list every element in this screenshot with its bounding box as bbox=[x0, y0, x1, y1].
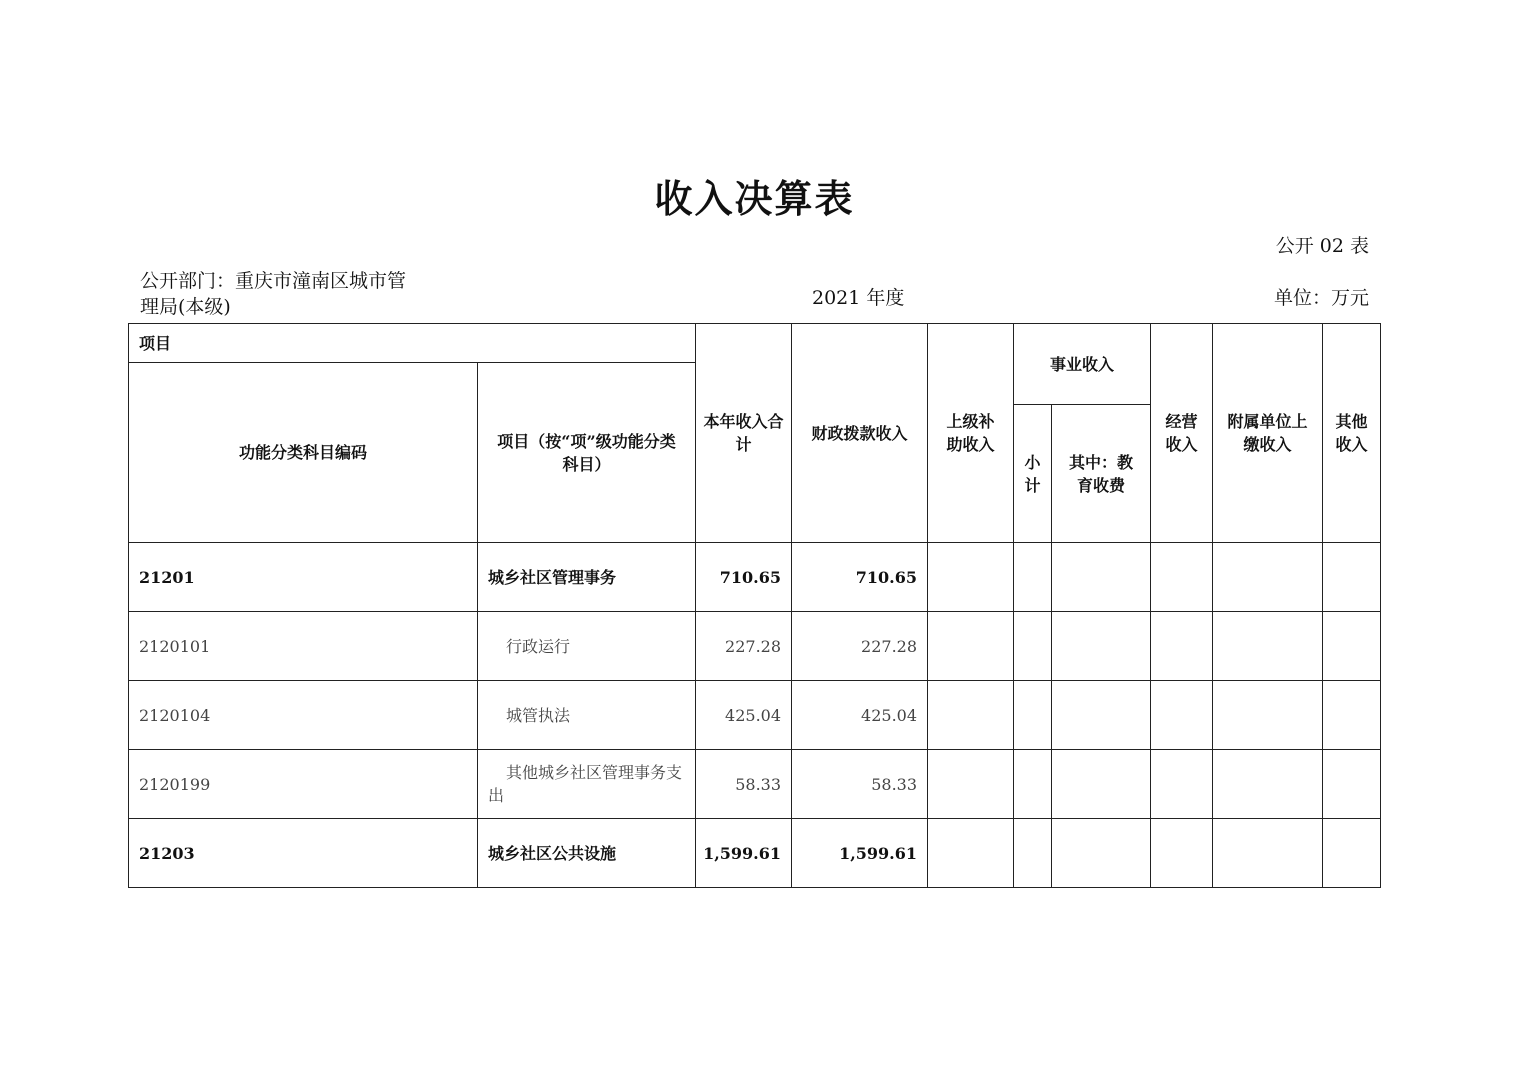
row-total: 1,599.61 bbox=[696, 819, 792, 888]
header-other: 其他收入 bbox=[1323, 324, 1381, 543]
row-total: 425.04 bbox=[696, 681, 792, 750]
row-cell-empty bbox=[928, 819, 1014, 888]
unit-label: 单位：万元 bbox=[1273, 287, 1369, 309]
row-name: 行政运行 bbox=[478, 612, 696, 681]
header-code: 功能分类科目编码 bbox=[129, 363, 478, 543]
row-cell-empty bbox=[1052, 750, 1151, 819]
row-fiscal: 1,599.61 bbox=[792, 819, 928, 888]
row-cell-empty bbox=[1213, 543, 1323, 612]
row-name: 城乡社区公共设施 bbox=[478, 819, 696, 888]
header-edu: 其中：教育收费 bbox=[1052, 405, 1151, 543]
header-superior: 上级补助收入 bbox=[928, 324, 1014, 543]
row-cell-empty bbox=[1052, 819, 1151, 888]
row-cell-empty bbox=[1014, 750, 1052, 819]
row-fiscal: 425.04 bbox=[792, 681, 928, 750]
row-cell-empty bbox=[1323, 543, 1381, 612]
row-fiscal: 58.33 bbox=[792, 750, 928, 819]
row-cell-empty bbox=[1151, 543, 1213, 612]
table-row bbox=[129, 681, 1381, 750]
table-row bbox=[129, 819, 1381, 888]
row-cell-empty bbox=[1213, 819, 1323, 888]
row-code: 2120199 bbox=[129, 750, 478, 819]
header-name: 项目（按“项”级功能分类科目） bbox=[478, 363, 696, 543]
row-cell-empty bbox=[1213, 681, 1323, 750]
row-cell-empty bbox=[928, 543, 1014, 612]
row-total: 58.33 bbox=[696, 750, 792, 819]
row-cell-empty bbox=[1151, 612, 1213, 681]
row-cell-empty bbox=[928, 612, 1014, 681]
row-code: 2120104 bbox=[129, 681, 478, 750]
header-operating: 经营收入 bbox=[1151, 324, 1213, 543]
row-total: 227.28 bbox=[696, 612, 792, 681]
header-total: 本年收入合计 bbox=[696, 324, 792, 543]
row-cell-empty bbox=[1052, 612, 1151, 681]
income-table bbox=[128, 323, 1381, 888]
row-cell-empty bbox=[1014, 681, 1052, 750]
row-cell-empty bbox=[1052, 543, 1151, 612]
row-cell-empty bbox=[1014, 612, 1052, 681]
row-fiscal: 227.28 bbox=[792, 612, 928, 681]
row-cell-empty bbox=[1213, 612, 1323, 681]
header-project: 项目 bbox=[129, 324, 696, 363]
row-cell-empty bbox=[1323, 750, 1381, 819]
row-code: 21203 bbox=[129, 819, 478, 888]
row-cell-empty bbox=[928, 681, 1014, 750]
department-label: 公开部门：重庆市潼南区城市管理局(本级) bbox=[140, 270, 407, 318]
table-row bbox=[129, 612, 1381, 681]
row-cell-empty bbox=[1213, 750, 1323, 819]
table-row bbox=[129, 750, 1381, 819]
header-business: 事业收入 bbox=[1014, 324, 1151, 405]
row-cell-empty bbox=[1323, 612, 1381, 681]
row-cell-empty bbox=[1052, 681, 1151, 750]
row-cell-empty bbox=[1323, 819, 1381, 888]
table-row bbox=[129, 543, 1381, 612]
row-cell-empty bbox=[1151, 819, 1213, 888]
header-subtotal: 小计 bbox=[1014, 405, 1052, 543]
row-cell-empty bbox=[1151, 750, 1213, 819]
fiscal-year: 2021 年度 bbox=[812, 287, 905, 309]
row-name: 城管执法 bbox=[478, 681, 696, 750]
row-name: 城乡社区管理事务 bbox=[478, 543, 696, 612]
page-title: 收入决算表 bbox=[654, 176, 855, 221]
row-cell-empty bbox=[1323, 681, 1381, 750]
row-name: 其他城乡社区管理事务支出 bbox=[478, 750, 696, 819]
row-cell-empty bbox=[1014, 819, 1052, 888]
row-fiscal: 710.65 bbox=[792, 543, 928, 612]
row-code: 21201 bbox=[129, 543, 478, 612]
row-cell-empty bbox=[928, 750, 1014, 819]
row-cell-empty bbox=[1151, 681, 1213, 750]
header-fiscal: 财政拨款收入 bbox=[792, 324, 928, 543]
header-affiliate: 附属单位上缴收入 bbox=[1213, 324, 1323, 543]
form-number: 公开 02 表 bbox=[1275, 235, 1369, 257]
row-cell-empty bbox=[1014, 543, 1052, 612]
row-code: 2120101 bbox=[129, 612, 478, 681]
row-total: 710.65 bbox=[696, 543, 792, 612]
